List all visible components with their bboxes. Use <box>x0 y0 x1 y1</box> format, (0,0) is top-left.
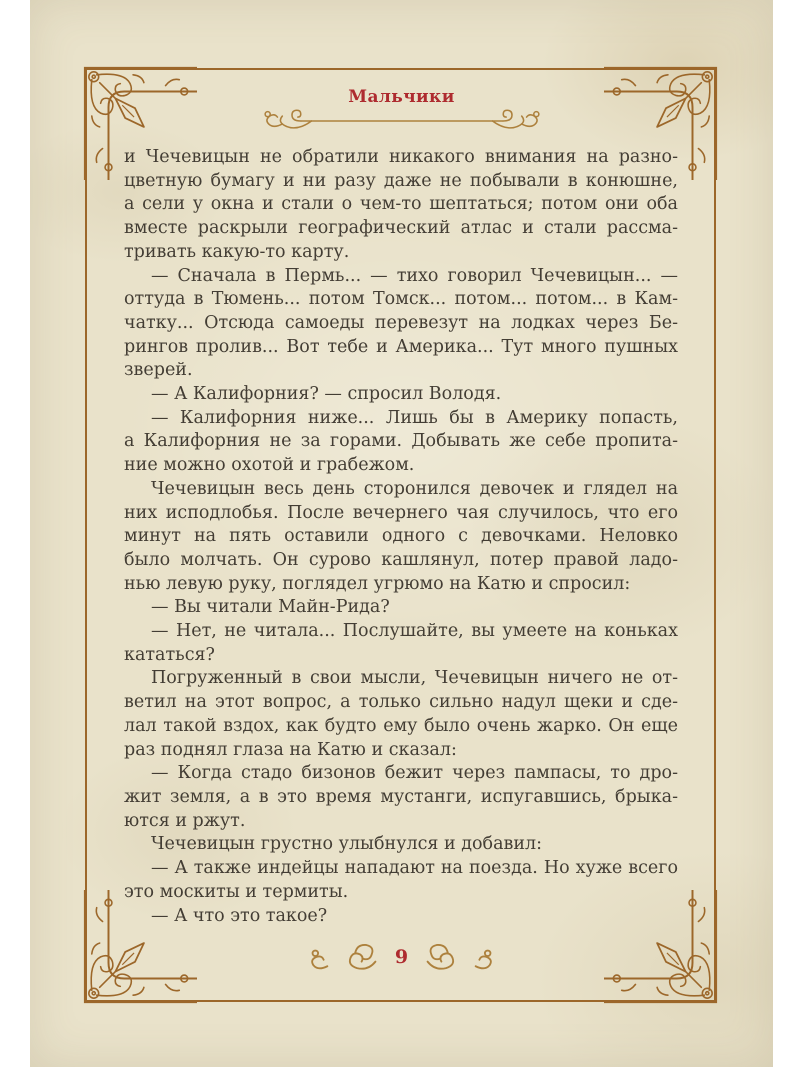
text-line: — Сначала в Пермь... — тихо говорил Чечевицын... — <box>151 265 678 286</box>
text-line: минут на пять оставили одного с девочками. Неловко <box>124 526 678 547</box>
text-line: ются и ржут. <box>124 810 246 831</box>
text-line: было молчать. Он сурово кашлянул, потер правой ладо- <box>124 549 678 570</box>
text-line: цветную бумагу и ни разу даже не побывали в конюшне, <box>124 170 678 191</box>
footer-ornament-left <box>307 938 381 976</box>
text-line: Погруженный в свои мысли, Чечевицын ничего не от- <box>151 668 678 689</box>
text-line: — А что это такое? <box>151 905 328 926</box>
text-line: тривать какую-то карту. <box>124 241 350 262</box>
text-line: них исподлобья. После вечернего чая случилось, что его <box>124 502 678 523</box>
text-line: кататься? <box>124 644 215 665</box>
text-line: — Когда стадо бизонов бежит через пампасы, то дро- <box>151 763 678 784</box>
text-line: — Вы читали Майн-Рида? <box>151 597 390 618</box>
text-line: нью левую руку, поглядел угрюмо на Катю и спросил: <box>124 573 631 594</box>
text-line: оттуда в Тюмень... потом Томск... потом... потом... в Кам- <box>124 289 678 310</box>
text-line: — Калифорния ниже... Лишь бы в Америку попасть, <box>151 407 678 428</box>
text-line: Чечевицын весь день сторонился девочек и глядел на <box>151 478 678 499</box>
page-number: 9 <box>394 946 409 968</box>
running-header <box>30 87 773 107</box>
text-line: ветил на этот вопрос, а только сильно надул щеки и сде- <box>124 692 678 713</box>
header-divider-ornament <box>256 105 548 135</box>
text-line: раз поднял глаза на Катю и сказал: <box>124 739 457 760</box>
text-line: чатку... Отсюда самоеды перевезут на лодках через Бе- <box>124 312 678 333</box>
page-header-title: Мальчики <box>348 87 455 107</box>
text-line: Чечевицын грустно улыбнулся и добавил: <box>151 834 543 855</box>
footer-ornament-right <box>422 938 496 976</box>
story-text <box>124 146 678 928</box>
text-line: ние можно охотой и грабежом. <box>124 455 415 476</box>
text-line: зверей. <box>124 360 193 381</box>
text-line: а сели у окна и стали о чем-то шептаться; потом они оба <box>124 194 678 215</box>
page-footer <box>30 938 773 976</box>
text-line: а Калифорния не за горами. Добывать же себе пропита- <box>124 431 678 452</box>
text-line: лал такой вздох, как будто ему было очень жарко. Он еще <box>124 715 678 736</box>
text-line: рингов пролив... Вот тебе и Америка... Тут много пушных <box>124 336 678 357</box>
text-line: это москиты и термиты. <box>124 881 349 902</box>
text-line: — А также индейцы нападают на поезда. Но хуже всего <box>151 858 678 879</box>
text-line: жит земля, а в это время мустанги, испугавшись, брыка- <box>124 786 678 807</box>
text-line: и Чечевицын не обратили никакого внимания на разно- <box>124 147 678 167</box>
text-line: — А Калифорния? — спросил Володя. <box>151 384 502 405</box>
paper-background <box>30 0 773 1067</box>
text-line: — Нет, не читала... Послушайте, вы умеете на коньках <box>151 621 678 642</box>
text-line: вместе раскрыли географический атлас и стали рассма- <box>124 218 678 239</box>
